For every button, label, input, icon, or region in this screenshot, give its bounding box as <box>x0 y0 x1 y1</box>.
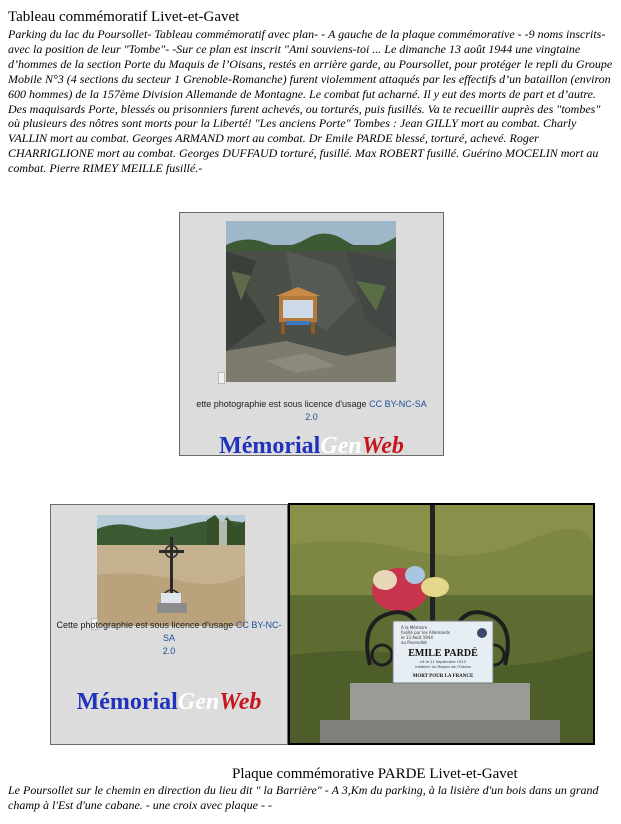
license-notice <box>180 398 443 424</box>
plaque-line6: médecin du Maquis de l'Oisans <box>415 665 471 669</box>
license-version: 2.0 <box>305 412 318 422</box>
memorialgenweb-logo: MémorialGenWeb <box>76 689 262 715</box>
cross-photo[interactable] <box>97 515 245 626</box>
plaque-name: EMILE PARDÉ <box>408 648 478 659</box>
license-notice <box>51 619 287 658</box>
plaque-line3: le 13 Août 1944 <box>401 635 433 640</box>
plaque-line5: né le 21 Septembre 1910 <box>420 660 466 664</box>
photo-card-memorial[interactable] <box>179 212 444 459</box>
plaque-section-title: Plaque commémorative PARDE Livet-et-Gavet <box>232 766 518 782</box>
plaque-line4: au Poursollet <box>401 640 427 645</box>
plaque-photo[interactable] <box>288 503 595 745</box>
placeholder-marker <box>218 372 225 384</box>
plaque-footer: MORT POUR LA FRANCE <box>412 674 474 679</box>
intro-paragraph: Parking du lac du Poursollet- Tableau commémoratif avec plan- - A gauche de la plaque commémorative - -9 noms inscrits- avec la position de leur "Tombe"- -Sur ce plan est inscrit "Ami souviens-toi ... Le dimanche 13 août 1944 une vingtaine d’hommes de la section Porte du Maquis de l’Oisans, restés en arrière garde, au Poursollet, pour protéger le repli du Groupe Mobile N°3 (4 sections du secteur 1 Grenoble-Romanche) furent violemment attaqués par les effectifs d’un bataillon (environ 600 hommes) de la 157ème Division Allemande de Montagne. Le combat fut acharné. Il y eut des morts de part et d’autre. Des maquisards Porte, blessés ou prisonniers furent achevés, ou torturés, puis fusillés. Va te recueillir auprès des "tombes" où plusieurs des nôtres sont morts pour la Liberté! "Les anciens Porte" Tombes : Jean GILLY mort au combat. Charly VALLIN mort au combat. Georges ARMAND mort au combat. Dr Emile PARDE blessé, torturé, achevé. Roger CHARRIGLIONE mort au combat. Georges DUFFAUD torturé, fusillé. Max ROBERT fusillé. Guérino MOCELIN mort au combat. Pierre RIMEY MEILLE fusillé.- <box>8 27 613 176</box>
memorial-board-photo[interactable] <box>226 221 396 382</box>
license-text: Cette photographie est sous licence d'usage <box>56 620 234 630</box>
license-version: 2.0 <box>162 646 176 656</box>
plaque-line2: fusillé par les Allemands <box>401 630 450 635</box>
plaque-line1: A la Mémoire <box>401 625 428 630</box>
page-title: Tableau commémoratif Livet-et-Gavet <box>8 9 240 25</box>
memorialgenweb-logo: MémorialGenWeb <box>219 433 404 459</box>
license-text: ette photographie est sous licence d'usage <box>196 399 367 409</box>
anchor-emblem-icon <box>477 628 487 638</box>
plaque-description: Le Poursollet sur le chemin en direction du lieu dit " la Barrière" - A 3,Km du parking, à la lisière d'un bois dans un grand champ à l'Est d'une cabane. - une croix avec plaque - - <box>8 783 599 812</box>
photo-card-cross[interactable] <box>50 504 288 745</box>
license-link[interactable]: CC BY-NC-SA <box>369 399 427 409</box>
license-link[interactable]: CC BY-NC-SA <box>162 620 282 643</box>
